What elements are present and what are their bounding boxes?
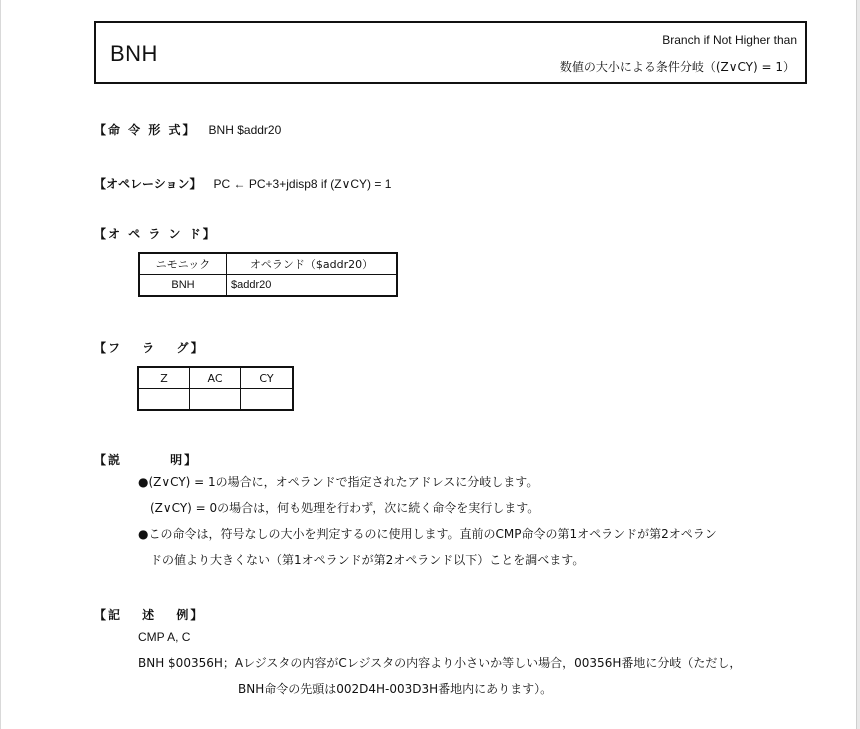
table-row (139, 253, 397, 275)
operation-value: PC ← PC+3+jdisp8 if (Z∨CY) = 1 (213, 177, 392, 191)
flags-row (94, 339, 205, 356)
operand-cell-mnemonic: BNH (139, 275, 227, 297)
table-row (138, 389, 293, 411)
table-row (139, 275, 397, 297)
instruction-english-name: Branch if Not Higher than (662, 33, 797, 47)
instruction-japanese-name: 数値の大小による条件分岐（(Z∨CY) = 1） (559, 60, 795, 74)
description-line: ドの値より大きくない（第1オペランドが第2オペランド以下）ことを調べます。 (138, 553, 585, 567)
format-row (94, 121, 281, 138)
description-body (138, 469, 717, 573)
operation-row (94, 175, 391, 192)
flag-value-z (138, 389, 190, 411)
operand-cell-operand: $addr20 (227, 275, 398, 297)
table-row (138, 367, 293, 389)
operand-label: 【オ ペ ラ ン ド】 (94, 227, 217, 241)
description-line: ●この命令は，符号なしの大小を判定するのに使用します。直前のCMP命令の第1オペランドが第2オペラン (138, 527, 717, 541)
example-line-cmp: CMP A, C (138, 630, 191, 644)
instruction-title-box (94, 21, 807, 84)
example-line-note: BNH命令の先頭は002D4H-003D3H番地内にあります）。 (238, 682, 553, 696)
flag-header-z: Z (138, 367, 190, 389)
flag-header-cy: CY (241, 367, 294, 389)
example-line-bnh: BNH $00356H；Aレジスタの内容がCレジスタの内容より小さいか等しい場合，00356H番地に分岐（ただし， (138, 656, 742, 670)
description-line: ●(Z∨CY) = 1の場合に，オペランドで指定されたアドレスに分岐します。 (138, 475, 539, 489)
format-label: 【命 令 形 式】 (94, 123, 197, 137)
example-row (94, 606, 204, 623)
example-body (138, 624, 741, 702)
operand-header-operand: オペランド（$addr20） (227, 253, 398, 275)
operand-row (94, 225, 217, 242)
instruction-mnemonic: BNH (110, 41, 158, 66)
flags-table (137, 366, 294, 411)
description-line: (Z∨CY) = 0の場合は，何も処理を行わず，次に続く命令を実行します。 (138, 501, 540, 515)
description-row (94, 451, 198, 468)
operand-table (138, 252, 398, 297)
format-value: BNH $addr20 (208, 123, 282, 137)
flags-label: 【フ ラ グ】 (94, 341, 205, 355)
flag-header-ac: AC (190, 367, 241, 389)
flag-value-cy (241, 389, 294, 411)
example-label: 【記 述 例】 (94, 608, 205, 622)
flag-value-ac (190, 389, 241, 411)
operand-header-mnemonic: ニモニック (139, 253, 227, 275)
operation-label: 【オペレーション】 (94, 177, 202, 191)
description-label: 【説 明】 (94, 453, 199, 467)
